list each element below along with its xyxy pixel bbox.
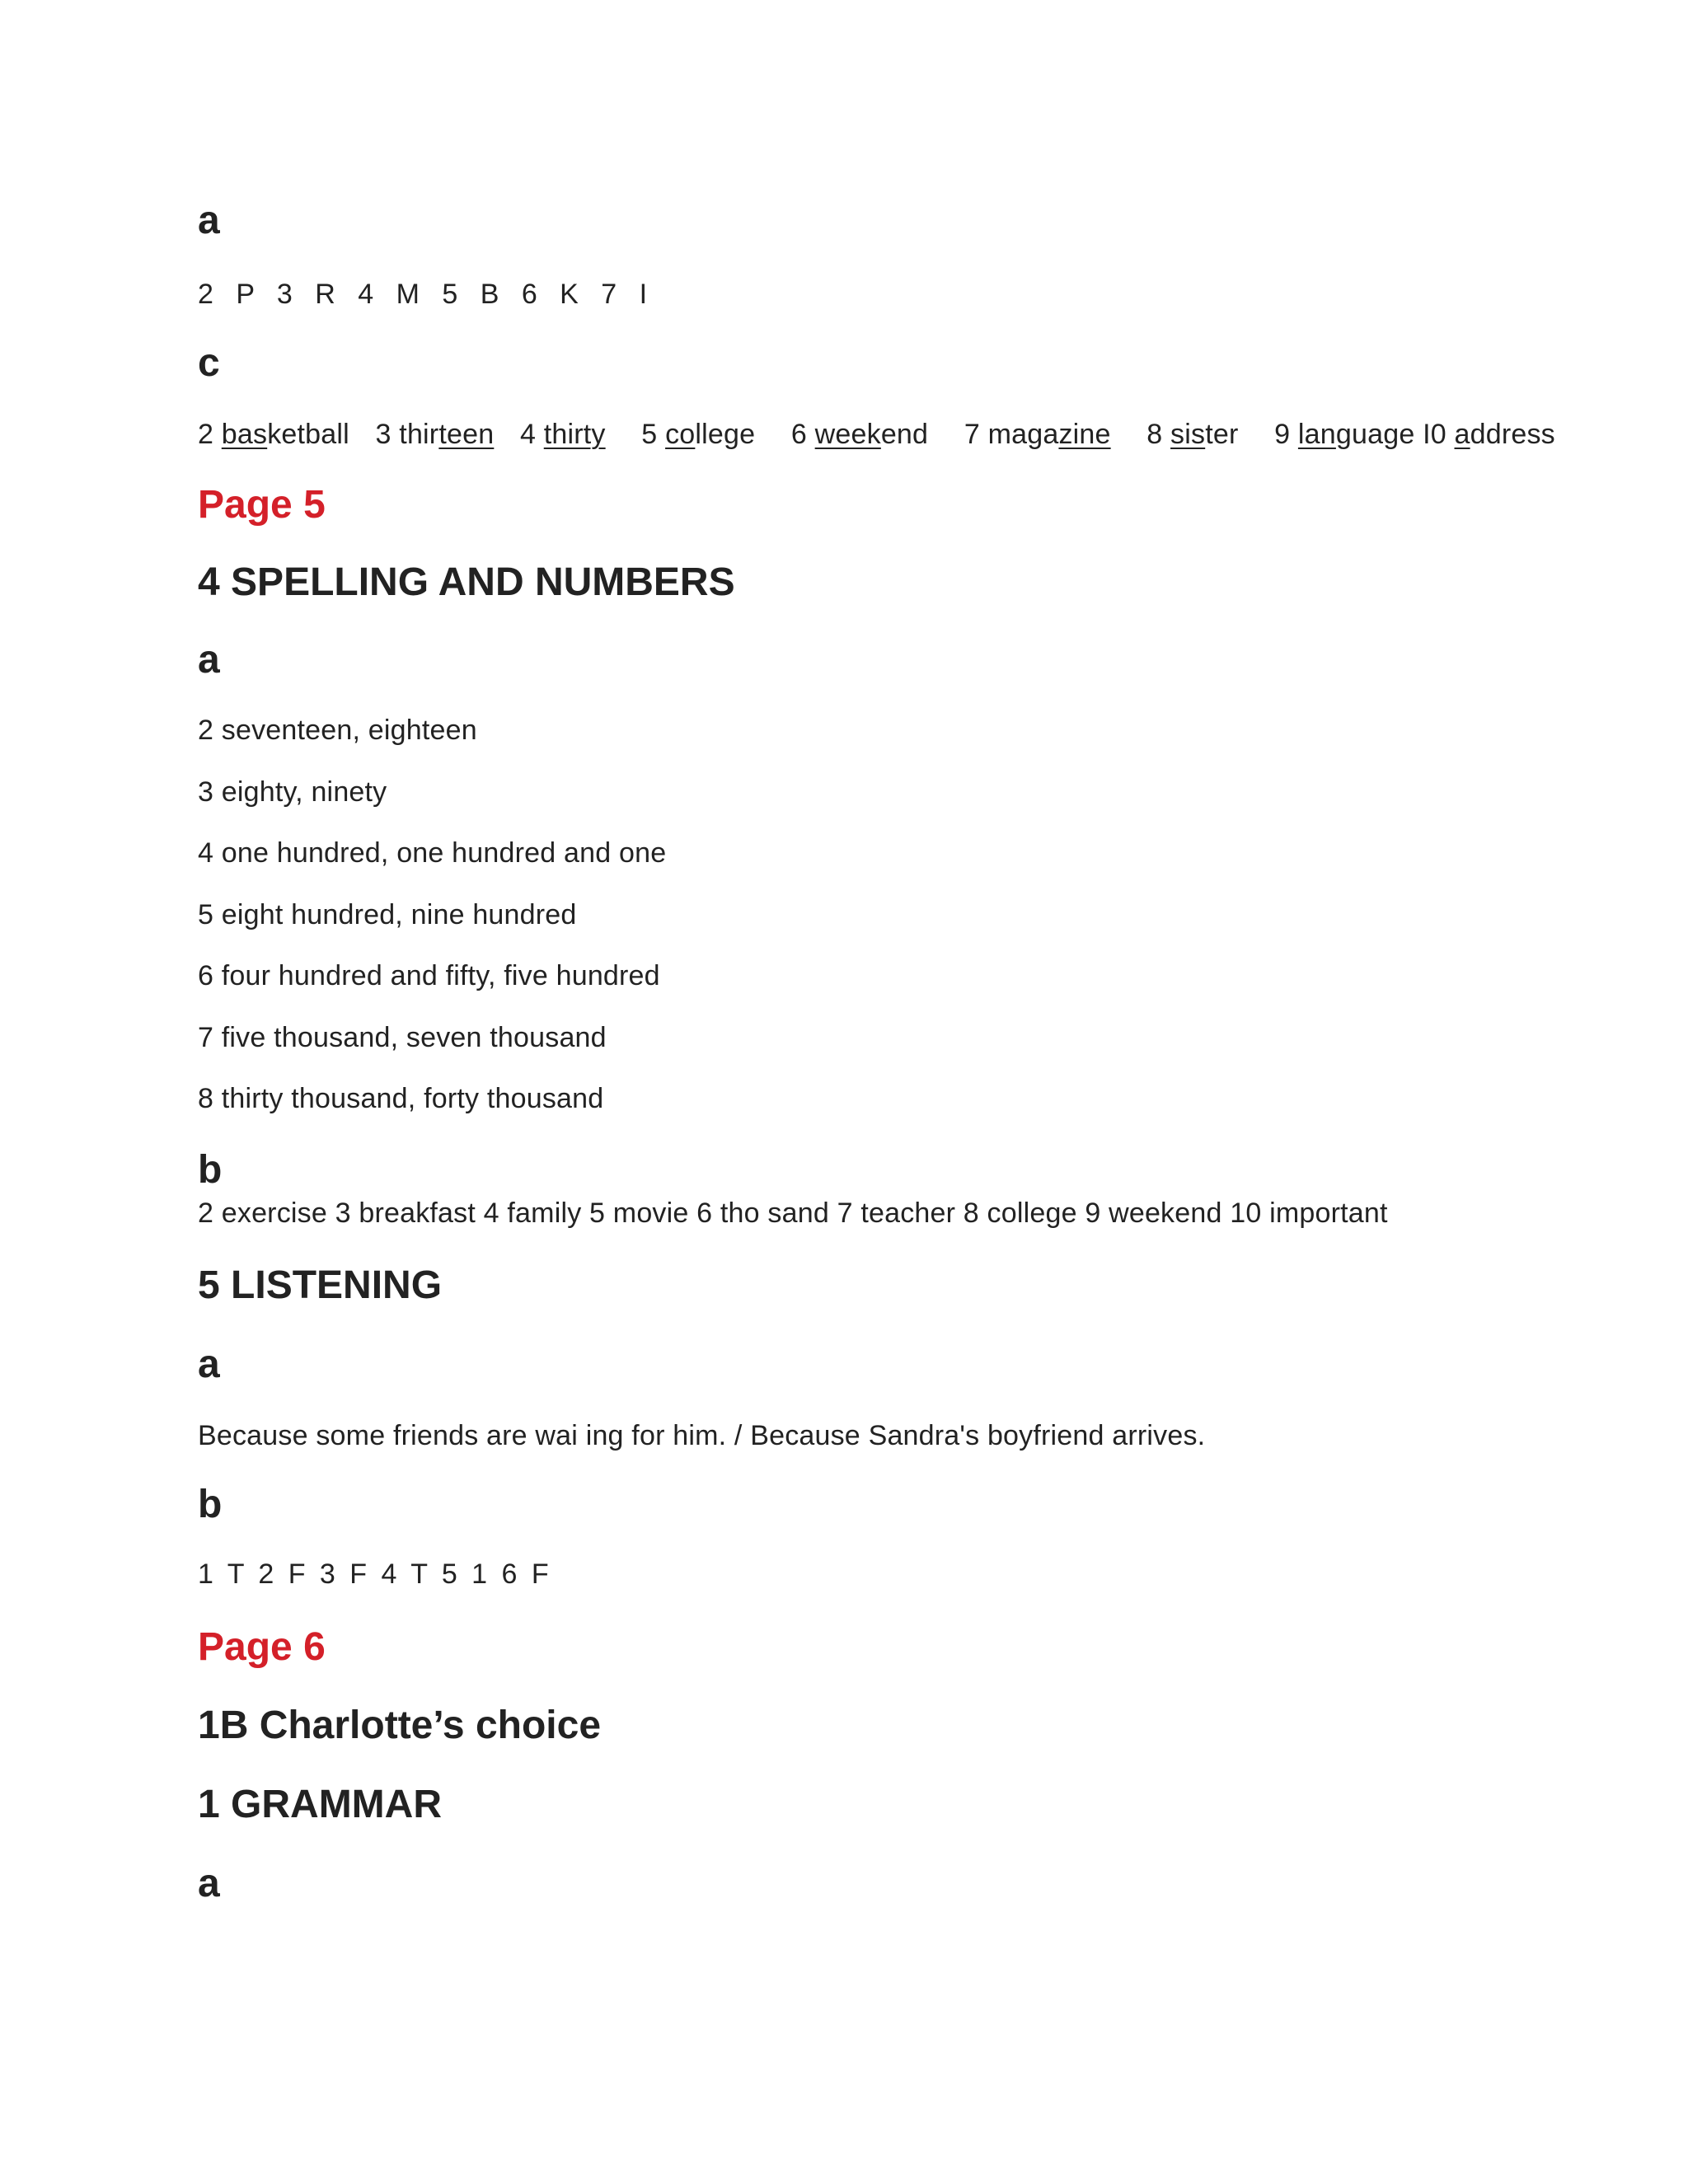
stress-item: 9 language [1274, 419, 1415, 450]
section-letter-a: a [198, 638, 220, 682]
section-letter-a: a [198, 199, 220, 242]
answer-line: 2 exercise 3 breakfast 4 family 5 movie 6 tho sand 7 teacher 8 college 9 weekend 10 important [198, 1197, 1388, 1229]
answer-line: Because some friends are wai ing for him. / Because Sandra's boyfriend arrives. [198, 1420, 1206, 1451]
answer-line-letters: 2 P 3 R 4 M 5 B 6 K 7 I [198, 279, 649, 310]
stress-item: 3 thirteen [375, 419, 495, 450]
answer-line: 6 four hundred and fifty, five hundred [198, 960, 660, 991]
section-heading: 1B Charlotte’s choice [198, 1704, 602, 1747]
page-number-label: Page 6 [198, 1625, 326, 1669]
stress-item: 4 thirty [519, 419, 606, 450]
stress-item: 8 sister [1146, 419, 1239, 450]
section-letter-c: c [198, 341, 220, 385]
page-number-label: Page 5 [198, 483, 326, 527]
section-heading: 5 LISTENING [198, 1263, 443, 1307]
stress-item: 7 magazine [964, 419, 1111, 450]
answer-line: 1 T 2 F 3 F 4 T 5 1 6 F [198, 1558, 551, 1590]
answer-line: 7 five thousand, seven thousand [198, 1022, 607, 1053]
stress-item: I0 address [1423, 419, 1555, 450]
section-heading: 1 GRAMMAR [198, 1783, 442, 1826]
answer-line: 5 eight hundred, nine hundred [198, 899, 577, 930]
answer-line: 4 one hundred, one hundred and one [198, 837, 667, 869]
stress-item: 2 basketball [198, 419, 349, 450]
section-heading: 4 SPELLING AND NUMBERS [198, 560, 735, 604]
section-letter-b: b [198, 1148, 223, 1192]
answer-line: 2 seventeen, eighteen [198, 715, 477, 746]
stress-item: 6 weekend [790, 419, 929, 450]
section-letter-a: a [198, 1862, 220, 1905]
stress-item: 5 college [641, 419, 756, 450]
section-letter-a: a [198, 1343, 220, 1386]
section-letter-b: b [198, 1483, 223, 1526]
answer-line: 8 thirty thousand, forty thousand [198, 1083, 604, 1114]
answer-line: 3 eighty, ninety [198, 776, 387, 808]
stress-answers-line [198, 418, 1555, 451]
